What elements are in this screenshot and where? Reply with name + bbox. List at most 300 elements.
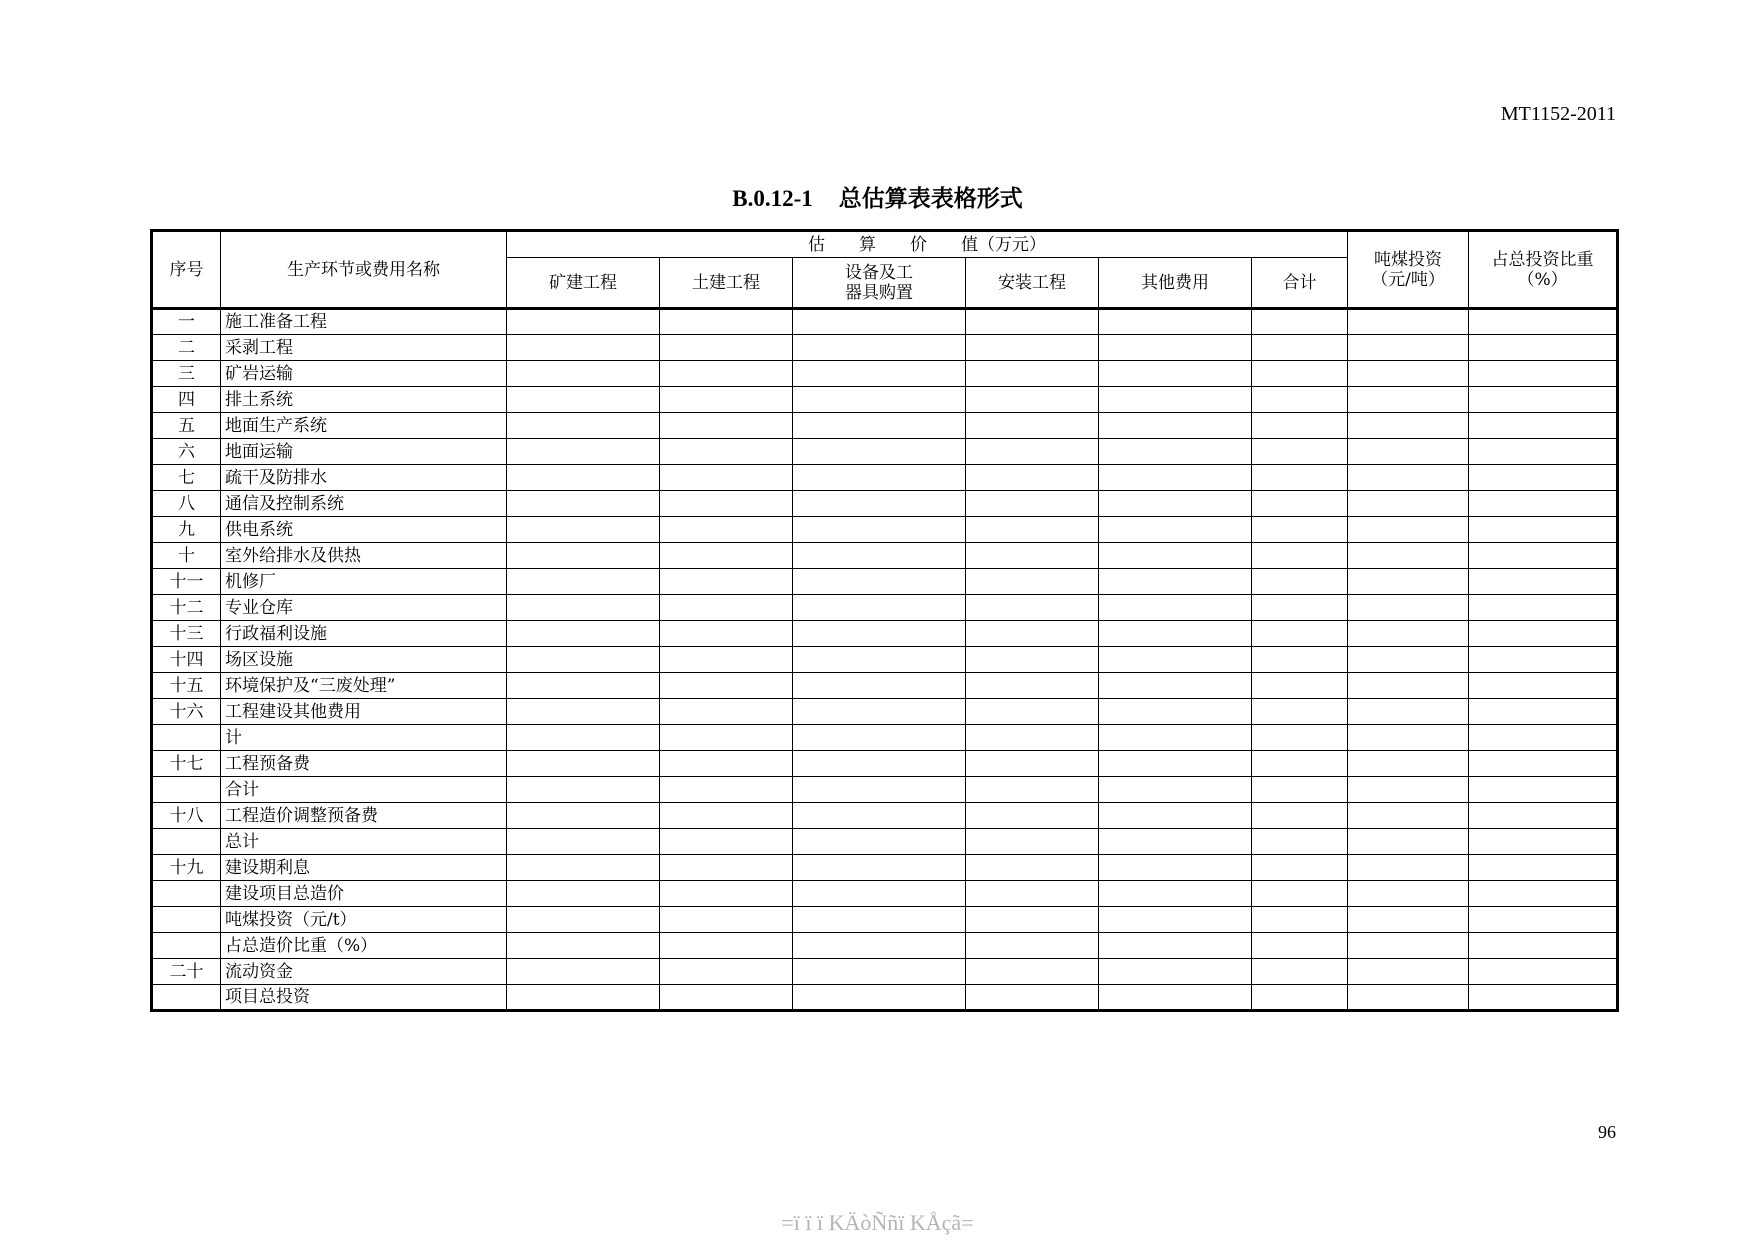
empty-cell [507, 439, 660, 465]
empty-cell [1099, 491, 1252, 517]
row-name: 吨煤投资（元/t） [221, 907, 507, 933]
empty-cell [793, 595, 966, 621]
header-name: 生产环节或费用名称 [221, 231, 507, 309]
empty-cell [793, 803, 966, 829]
row-name: 供电系统 [221, 517, 507, 543]
empty-cell [660, 439, 793, 465]
empty-cell [1252, 907, 1348, 933]
empty-cell [1348, 621, 1469, 647]
footer-garbled-text: =ï ï ï KÄòÑñï KÅçã= [781, 1210, 974, 1235]
row-seq: 四 [152, 387, 221, 413]
table-row [152, 595, 1618, 621]
empty-cell [660, 673, 793, 699]
empty-cell [507, 985, 660, 1011]
empty-cell [1348, 309, 1469, 335]
empty-cell [793, 959, 966, 985]
empty-cell [507, 569, 660, 595]
table-title-code: B.0.12-1 [732, 186, 813, 211]
empty-cell [1252, 517, 1348, 543]
table-row [152, 439, 1618, 465]
empty-cell [1252, 543, 1348, 569]
row-seq: 十二 [152, 595, 221, 621]
table-row [152, 621, 1618, 647]
empty-cell [507, 751, 660, 777]
empty-cell [966, 699, 1099, 725]
empty-cell [793, 361, 966, 387]
empty-cell [1252, 621, 1348, 647]
row-seq: 七 [152, 465, 221, 491]
row-seq: 二十 [152, 959, 221, 985]
table-row [152, 387, 1618, 413]
empty-cell [1469, 933, 1618, 959]
row-seq: 九 [152, 517, 221, 543]
row-seq: 三 [152, 361, 221, 387]
row-seq: 十七 [152, 751, 221, 777]
table-row [152, 569, 1618, 595]
empty-cell [660, 517, 793, 543]
empty-cell [1348, 881, 1469, 907]
empty-cell [1252, 465, 1348, 491]
table-row [152, 751, 1618, 777]
empty-cell [1469, 309, 1618, 335]
table-row [152, 309, 1618, 335]
table-row [152, 829, 1618, 855]
empty-cell [1252, 959, 1348, 985]
empty-cell [793, 855, 966, 881]
empty-cell [507, 829, 660, 855]
empty-cell [1252, 673, 1348, 699]
empty-cell [1469, 413, 1618, 439]
empty-cell [1252, 387, 1348, 413]
table-row [152, 907, 1618, 933]
table-row [152, 465, 1618, 491]
empty-cell [660, 595, 793, 621]
empty-cell [507, 673, 660, 699]
row-seq: 六 [152, 439, 221, 465]
empty-cell [507, 335, 660, 361]
empty-cell [1252, 569, 1348, 595]
empty-cell [1348, 387, 1469, 413]
row-name: 工程建设其他费用 [221, 699, 507, 725]
empty-cell [1348, 673, 1469, 699]
empty-cell [1099, 985, 1252, 1011]
empty-cell [966, 803, 1099, 829]
row-name: 建设期利息 [221, 855, 507, 881]
empty-cell [966, 907, 1099, 933]
empty-cell [1469, 361, 1618, 387]
empty-cell [507, 387, 660, 413]
empty-cell [1469, 517, 1618, 543]
empty-cell [1348, 439, 1469, 465]
empty-cell [507, 595, 660, 621]
header-other-costs: 其他费用 [1099, 258, 1252, 309]
empty-cell [1469, 907, 1618, 933]
empty-cell [1099, 855, 1252, 881]
table-row [152, 803, 1618, 829]
empty-cell [660, 933, 793, 959]
table-row [152, 699, 1618, 725]
row-seq [152, 933, 221, 959]
empty-cell [1252, 803, 1348, 829]
empty-cell [1252, 777, 1348, 803]
row-name: 地面生产系统 [221, 413, 507, 439]
empty-cell [507, 933, 660, 959]
empty-cell [660, 335, 793, 361]
table-row [152, 855, 1618, 881]
empty-cell [1252, 725, 1348, 751]
empty-cell [1469, 881, 1618, 907]
row-name: 疏干及防排水 [221, 465, 507, 491]
empty-cell [1099, 517, 1252, 543]
empty-cell [1099, 829, 1252, 855]
row-seq [152, 777, 221, 803]
empty-cell [1099, 387, 1252, 413]
empty-cell [966, 621, 1099, 647]
table-row [152, 933, 1618, 959]
empty-cell [793, 439, 966, 465]
empty-cell [793, 699, 966, 725]
empty-cell [1348, 725, 1469, 751]
row-seq [152, 829, 221, 855]
empty-cell [1348, 803, 1469, 829]
table-row [152, 491, 1618, 517]
empty-cell [1099, 673, 1252, 699]
header-equipment-purchase: 设备及工 器具购置 [793, 258, 966, 309]
empty-cell [1252, 699, 1348, 725]
row-seq: 五 [152, 413, 221, 439]
empty-cell [1469, 959, 1618, 985]
table-title-text: 总估算表表格形式 [838, 185, 1023, 212]
empty-cell [793, 751, 966, 777]
empty-cell [1252, 881, 1348, 907]
empty-cell [1099, 725, 1252, 751]
table-row [152, 985, 1618, 1011]
empty-cell [1469, 985, 1618, 1011]
empty-cell [1348, 465, 1469, 491]
empty-cell [660, 959, 793, 985]
empty-cell [507, 413, 660, 439]
empty-cell [1099, 335, 1252, 361]
empty-cell [966, 647, 1099, 673]
empty-cell [1252, 751, 1348, 777]
empty-cell [966, 959, 1099, 985]
row-seq [152, 985, 221, 1011]
empty-cell [1099, 959, 1252, 985]
empty-cell [966, 725, 1099, 751]
row-seq: 十九 [152, 855, 221, 881]
row-name: 总计 [221, 829, 507, 855]
empty-cell [966, 985, 1099, 1011]
empty-cell [1469, 465, 1618, 491]
empty-cell [507, 543, 660, 569]
empty-cell [507, 621, 660, 647]
empty-cell [966, 751, 1099, 777]
empty-cell [1469, 621, 1618, 647]
empty-cell [966, 933, 1099, 959]
empty-cell [1469, 673, 1618, 699]
empty-cell [1469, 439, 1618, 465]
row-seq: 十一 [152, 569, 221, 595]
empty-cell [793, 413, 966, 439]
empty-cell [1348, 959, 1469, 985]
empty-cell [660, 387, 793, 413]
header-estimate-group: 估 算 价 值（万元） [507, 231, 1348, 258]
empty-cell [1252, 855, 1348, 881]
empty-cell [1469, 725, 1618, 751]
empty-cell [660, 881, 793, 907]
empty-cell [793, 335, 966, 361]
row-seq [152, 907, 221, 933]
empty-cell [793, 881, 966, 907]
empty-cell [1469, 829, 1618, 855]
empty-cell [1348, 517, 1469, 543]
row-seq: 八 [152, 491, 221, 517]
row-name: 通信及控制系统 [221, 491, 507, 517]
empty-cell [793, 985, 966, 1011]
empty-cell [660, 569, 793, 595]
empty-cell [1099, 647, 1252, 673]
empty-cell [1469, 543, 1618, 569]
empty-cell [966, 829, 1099, 855]
empty-cell [793, 829, 966, 855]
row-name: 合计 [221, 777, 507, 803]
empty-cell [1348, 699, 1469, 725]
empty-cell [1252, 647, 1348, 673]
row-seq [152, 881, 221, 907]
empty-cell [966, 439, 1099, 465]
row-name: 矿岩运输 [221, 361, 507, 387]
table-title [0, 180, 1755, 213]
empty-cell [793, 569, 966, 595]
empty-cell [1099, 543, 1252, 569]
empty-cell [793, 777, 966, 803]
header-ratio: 占总投资比重 （%） [1469, 231, 1618, 309]
empty-cell [1099, 569, 1252, 595]
header-per-ton: 吨煤投资 （元/吨） [1348, 231, 1469, 309]
empty-cell [507, 881, 660, 907]
row-seq [152, 725, 221, 751]
empty-cell [507, 647, 660, 673]
empty-cell [966, 881, 1099, 907]
header-seq: 序号 [152, 231, 221, 309]
empty-cell [966, 595, 1099, 621]
empty-cell [660, 361, 793, 387]
row-name: 项目总投资 [221, 985, 507, 1011]
row-name: 行政福利设施 [221, 621, 507, 647]
empty-cell [966, 777, 1099, 803]
empty-cell [966, 309, 1099, 335]
empty-cell [1469, 855, 1618, 881]
document-code: MT1152-2011 [1500, 103, 1616, 125]
empty-cell [1252, 491, 1348, 517]
empty-cell [966, 517, 1099, 543]
empty-cell [507, 959, 660, 985]
empty-cell [507, 803, 660, 829]
table-body [152, 309, 1618, 1011]
row-name: 流动资金 [221, 959, 507, 985]
empty-cell [1348, 335, 1469, 361]
empty-cell [507, 465, 660, 491]
empty-cell [966, 855, 1099, 881]
empty-cell [1252, 829, 1348, 855]
empty-cell [966, 673, 1099, 699]
empty-cell [1099, 621, 1252, 647]
empty-cell [660, 309, 793, 335]
empty-cell [1348, 777, 1469, 803]
row-seq: 二 [152, 335, 221, 361]
row-name: 室外给排水及供热 [221, 543, 507, 569]
empty-cell [1099, 803, 1252, 829]
empty-cell [660, 907, 793, 933]
empty-cell [1469, 595, 1618, 621]
empty-cell [1099, 413, 1252, 439]
empty-cell [966, 361, 1099, 387]
empty-cell [1252, 361, 1348, 387]
empty-cell [1099, 439, 1252, 465]
empty-cell [660, 985, 793, 1011]
empty-cell [1252, 413, 1348, 439]
empty-cell [966, 543, 1099, 569]
empty-cell [966, 491, 1099, 517]
empty-cell [1348, 907, 1469, 933]
row-name: 建设项目总造价 [221, 881, 507, 907]
table-row [152, 543, 1618, 569]
empty-cell [793, 647, 966, 673]
empty-cell [1348, 985, 1469, 1011]
empty-cell [793, 725, 966, 751]
row-name: 工程预备费 [221, 751, 507, 777]
empty-cell [507, 491, 660, 517]
empty-cell [1099, 933, 1252, 959]
empty-cell [793, 387, 966, 413]
row-name: 场区设施 [221, 647, 507, 673]
row-seq: 十四 [152, 647, 221, 673]
table-row [152, 959, 1618, 985]
empty-cell [1469, 491, 1618, 517]
empty-cell [1348, 543, 1469, 569]
empty-cell [660, 491, 793, 517]
row-seq: 一 [152, 309, 221, 335]
empty-cell [1469, 751, 1618, 777]
estimate-table [150, 229, 1619, 1012]
empty-cell [966, 387, 1099, 413]
row-seq: 十八 [152, 803, 221, 829]
table-row [152, 647, 1618, 673]
empty-cell [507, 725, 660, 751]
empty-cell [507, 699, 660, 725]
header-civil-works: 土建工程 [660, 258, 793, 309]
empty-cell [1348, 569, 1469, 595]
empty-cell [1252, 933, 1348, 959]
row-name: 排土系统 [221, 387, 507, 413]
table-row [152, 725, 1618, 751]
row-name: 施工准备工程 [221, 309, 507, 335]
empty-cell [966, 413, 1099, 439]
row-name: 采剥工程 [221, 335, 507, 361]
row-name: 专业仓库 [221, 595, 507, 621]
empty-cell [1348, 933, 1469, 959]
table-row [152, 335, 1618, 361]
empty-cell [1099, 907, 1252, 933]
empty-cell [793, 465, 966, 491]
row-name: 地面运输 [221, 439, 507, 465]
empty-cell [1099, 465, 1252, 491]
empty-cell [660, 829, 793, 855]
empty-cell [1099, 881, 1252, 907]
empty-cell [1252, 595, 1348, 621]
empty-cell [1252, 309, 1348, 335]
empty-cell [660, 699, 793, 725]
empty-cell [1348, 413, 1469, 439]
empty-cell [507, 309, 660, 335]
empty-cell [1469, 777, 1618, 803]
empty-cell [793, 907, 966, 933]
empty-cell [793, 491, 966, 517]
row-name: 环境保护及“三废处理” [221, 673, 507, 699]
empty-cell [507, 855, 660, 881]
empty-cell [1099, 777, 1252, 803]
table-row [152, 881, 1618, 907]
row-name: 机修厂 [221, 569, 507, 595]
empty-cell [660, 465, 793, 491]
empty-cell [660, 777, 793, 803]
empty-cell [507, 361, 660, 387]
table-row [152, 777, 1618, 803]
empty-cell [660, 543, 793, 569]
empty-cell [1348, 361, 1469, 387]
empty-cell [1348, 855, 1469, 881]
empty-cell [793, 621, 966, 647]
row-seq: 十 [152, 543, 221, 569]
header-installation: 安装工程 [966, 258, 1099, 309]
table-row [152, 517, 1618, 543]
empty-cell [660, 751, 793, 777]
row-name: 工程造价调整预备费 [221, 803, 507, 829]
page-number: 96 [1598, 1122, 1616, 1142]
empty-cell [1099, 361, 1252, 387]
empty-cell [1099, 751, 1252, 777]
empty-cell [793, 933, 966, 959]
empty-cell [1348, 647, 1469, 673]
empty-cell [1469, 803, 1618, 829]
row-seq: 十六 [152, 699, 221, 725]
empty-cell [1469, 699, 1618, 725]
empty-cell [1469, 569, 1618, 595]
empty-cell [507, 777, 660, 803]
empty-cell [966, 465, 1099, 491]
empty-cell [966, 569, 1099, 595]
empty-cell [660, 803, 793, 829]
empty-cell [793, 543, 966, 569]
empty-cell [1099, 699, 1252, 725]
empty-cell [1469, 647, 1618, 673]
empty-cell [660, 621, 793, 647]
empty-cell [1099, 595, 1252, 621]
empty-cell [1099, 309, 1252, 335]
empty-cell [1469, 335, 1618, 361]
empty-cell [793, 673, 966, 699]
empty-cell [793, 309, 966, 335]
header-mine-construction: 矿建工程 [507, 258, 660, 309]
empty-cell [966, 335, 1099, 361]
empty-cell [793, 517, 966, 543]
empty-cell [660, 647, 793, 673]
header-subtotal: 合计 [1252, 258, 1348, 309]
empty-cell [1348, 751, 1469, 777]
row-name: 计 [221, 725, 507, 751]
table-row [152, 361, 1618, 387]
row-name: 占总造价比重（%） [221, 933, 507, 959]
